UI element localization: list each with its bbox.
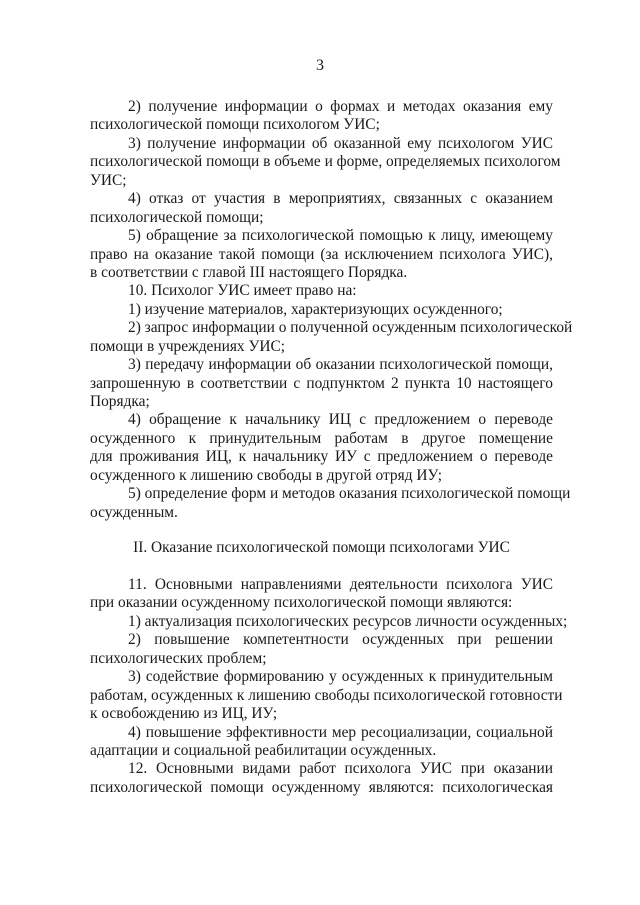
section-heading: II. Оказание психологической помощи психологами УИС <box>133 539 510 556</box>
text-line: адаптации и социальной реабилитации осужденных. <box>90 741 437 759</box>
text-line: 1) изучение материалов, характеризующих осужденного; <box>128 300 503 318</box>
text-line: Порядка; <box>90 393 150 410</box>
paragraph <box>90 411 553 485</box>
paragraph <box>90 134 561 190</box>
text-line: 1) актуализация психологических ресурсов личности осужденных; <box>128 612 568 630</box>
paragraph <box>90 724 553 761</box>
text-line: для проживания ИЦ, к начальнику ИУ с предложением о переводе <box>90 448 553 466</box>
text-line: право на оказание такой помощи (за исключением психолога УИС), <box>90 245 553 263</box>
text-line: в соответствии с главой III настоящего Порядка. <box>90 263 408 281</box>
text-line: запрошенную в соответствии с подпунктом 2 пункта 10 настоящего <box>90 374 553 392</box>
text-line: работам, осужденных к лишению свободы психологической готовности <box>90 686 563 704</box>
paragraphs-block-2 <box>90 576 568 797</box>
paragraph <box>90 356 553 411</box>
paragraph <box>90 668 563 723</box>
text-line: 4) обращение к начальнику ИЦ с предложением о переводе <box>128 411 553 429</box>
text-line: психологической помощи осужденному являются: психологическая <box>90 778 553 796</box>
text-line: осужденным. <box>90 503 178 521</box>
text-line: осужденного к принудительным работам в другое помещение <box>90 429 553 447</box>
text-line: 5) определение форм и методов оказания психологической помощи <box>128 485 571 503</box>
text-line: помощи в учреждениях УИС; <box>90 337 286 355</box>
text-line: психологической помощи; <box>90 208 264 226</box>
paragraph <box>90 301 553 319</box>
paragraph <box>90 227 553 282</box>
paragraph <box>90 319 573 356</box>
text-line: к освобождению из ИЦ, ИУ; <box>90 705 278 723</box>
paragraph <box>90 98 553 135</box>
text-line: 2) повышение компетентности осужденных при решении <box>128 631 553 649</box>
text-line: 4) повышение эффективности мер ресоциализации, социальной <box>128 723 553 741</box>
text-line: 3) передачу информации об оказании психологической помощи, <box>128 356 553 374</box>
text-line: при оказании осужденному психологической помощи являются: <box>90 594 513 612</box>
text-line: психологических проблем; <box>90 649 267 667</box>
text-line: 2) запрос информации о полученной осужденным психологической <box>128 319 573 337</box>
text-line: психологической помощи в объеме и форме, определяемых психологом <box>90 153 561 171</box>
text-line: 2) получение информации о формах и методах оказания ему <box>128 98 553 115</box>
paragraph <box>90 485 571 522</box>
text-line: осужденного к лишению свободы в другой отряд ИУ; <box>90 466 443 484</box>
paragraph <box>90 576 553 613</box>
paragraph <box>90 282 553 300</box>
page-number: 3 <box>316 57 324 74</box>
text-line: 11. Основными направлениями деятельности психолога УИС <box>128 576 553 593</box>
paragraphs-block-1 <box>90 98 573 522</box>
paragraph <box>90 190 553 227</box>
text-line: психологической помощи психологом УИС; <box>90 116 380 134</box>
paragraph <box>90 760 553 797</box>
text-line: 12. Основными видами работ психолога УИС при оказании <box>128 760 553 778</box>
paragraph <box>90 631 553 668</box>
text-line: 5) обращение за психологической помощью к лицу, имеющему <box>128 227 553 245</box>
paragraph <box>90 612 568 631</box>
text-line: 3) содействие формированию у осужденных к принудительным <box>128 668 553 686</box>
text-line: УИС; <box>90 171 127 189</box>
text-line: 3) получение информации об оказанной ему психологом УИС <box>128 134 553 152</box>
text-line: 10. Психолог УИС имеет право на: <box>128 282 357 300</box>
text-line: 4) отказ от участия в мероприятиях, связанных с оказанием <box>128 190 553 208</box>
